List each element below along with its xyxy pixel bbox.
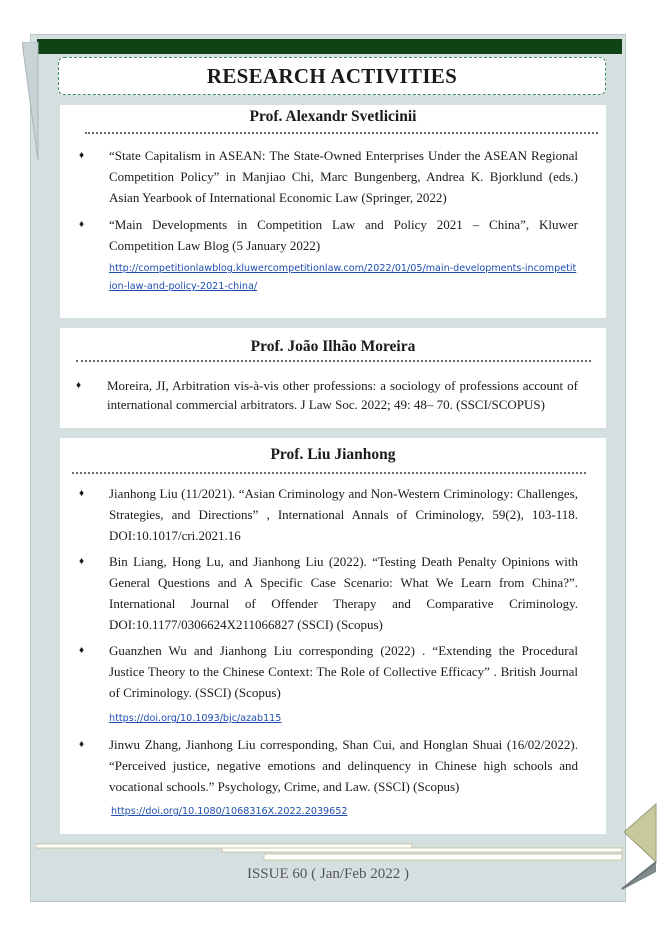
section-moreira: [60, 328, 606, 428]
entry-text: Jinwu Zhang, Jianhong Liu corresponding, Shan Cui, and Honglan Shuai (16/02/2022). “Perceived justice, negative emotions and delinquency in Chinese high schools and vocational schools.” Psychology, Crime, and Law. (SSCI) (Scopus): [109, 737, 578, 794]
publication-entry: [60, 734, 606, 797]
publication-entry: [60, 551, 606, 635]
publication-entry: [60, 145, 606, 208]
entry-text: Moreira, JI, Arbitration vis-à-vis other professions: a sociology of professions account of international commercial arbitrators. J Law Soc. 2022; 49: 48– 70. (SSCI/SCOPUS): [107, 378, 578, 412]
header-bar: [37, 39, 622, 54]
section-heading: Prof. João Ilhão Moreira: [250, 338, 416, 355]
dotted-divider: [76, 360, 591, 362]
dotted-divider: [72, 472, 586, 474]
entry-text: Guanzhen Wu and Jianhong Liu corresponding (2022) . “Extending the Procedural Justice Theory to the Chinese Context: The Role of Collective Efficacy” . British Journal of Criminology. (SSCI) (Scopus): [109, 643, 578, 700]
entry-text: “State Capitalism in ASEAN: The State-Owned Enterprises Under the ASEAN Regional Competition Policy” in Manjiao Chi, Marc Bungenberg, Andrea K. Bjorklund (eds.) Asian Yearbook of International Economic Law (Springer, 2022): [109, 148, 578, 205]
entry-text: “Main Developments in Competition Law and Policy 2021 – China”, Kluwer Competition Law Blog (5 January 2022): [109, 217, 578, 253]
entry-link[interactable]: https://doi.org/10.1093/bjc/azab115: [109, 713, 282, 724]
page-fold-decoration: [22, 42, 44, 160]
page-title: RESEARCH ACTIVITIES: [58, 57, 606, 95]
section-liu: [60, 438, 606, 834]
diamond-bullet-icon: ♦: [79, 739, 85, 750]
entry-text: Bin Liang, Hong Lu, and Jianhong Liu (2022). “Testing Death Penalty Opinions with General Questions and A Specific Case Scenario: What We Learn from China?”. International Journal of Offender Therapy and Comparative Criminology. DOI:10.1177/0306624X211066827 (SSCI) (Scopus): [109, 554, 578, 632]
diamond-bullet-icon: ♦: [79, 219, 85, 230]
entry-link[interactable]: http://competitionlawblog.kluwercompetitionlaw.com/2022/01/05/main-developments-incompetition-law-and-policy-2021-china/: [109, 263, 577, 292]
diamond-bullet-icon: ♦: [79, 556, 85, 567]
diamond-bullet-icon: ♦: [76, 380, 82, 391]
entry-link[interactable]: https://doi.org/10.1080/1068316X.2022.2039652: [111, 806, 348, 817]
diamond-bullet-icon: ♦: [79, 150, 85, 161]
publication-entry: [60, 376, 606, 414]
publication-entry: [60, 640, 606, 703]
dotted-divider: [85, 132, 598, 134]
section-heading: Prof. Liu Jianhong: [270, 446, 396, 463]
publication-entry: [60, 483, 606, 546]
page-corner-decoration: [616, 800, 662, 892]
diamond-bullet-icon: ♦: [79, 488, 85, 499]
entry-text: Jianhong Liu (11/2021). “Asian Criminology and Non-Western Criminology: Challenges, Strategies, and Directions” , International Annals of Criminology, 59(2), 103-118. DOI:10.1017/cri.2021.16: [109, 486, 578, 543]
section-svetlicinii: [60, 105, 606, 318]
publication-entry: [60, 214, 606, 256]
section-heading: Prof. Alexandr Svetlicinii: [249, 108, 417, 125]
diamond-bullet-icon: ♦: [79, 645, 85, 656]
issue-label: ISSUE 60 ( Jan/Feb 2022 ): [246, 866, 410, 882]
